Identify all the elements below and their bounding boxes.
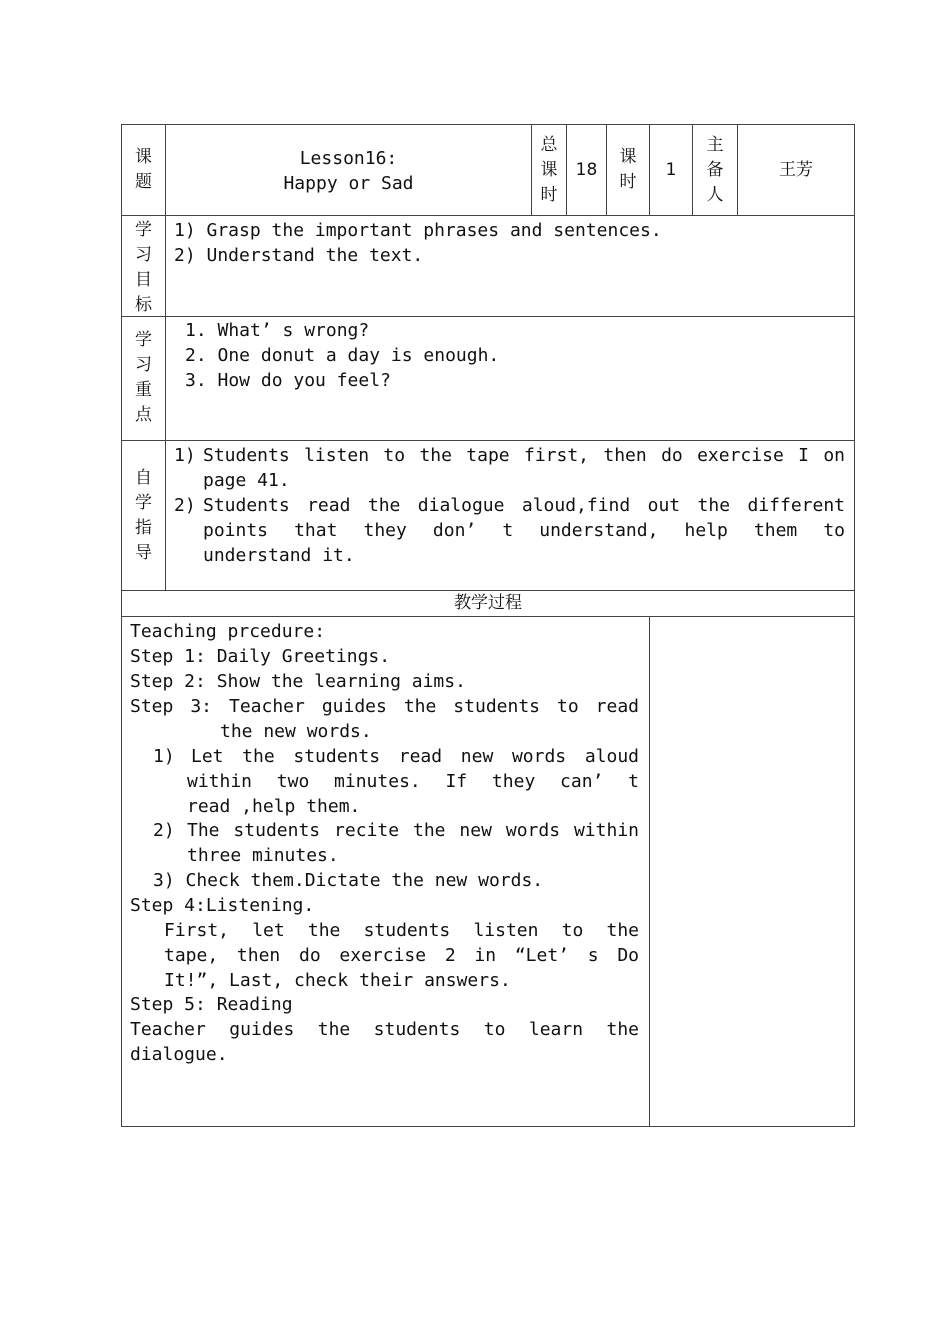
self-study-label: 自 学 指 导 xyxy=(135,468,152,563)
total-hours-label: 总 课 时 xyxy=(540,135,558,205)
key-points-label: 学 习 重 点 xyxy=(135,330,152,425)
process-line: the new words. xyxy=(220,721,372,742)
self-study-item-line: Students listen to the tape first, then do exercise I on xyxy=(203,445,845,466)
notes-column xyxy=(650,617,854,1126)
process-line: dialogue. xyxy=(130,1044,228,1065)
table-border-right xyxy=(854,124,855,1127)
process-line: First, let the students listen to the xyxy=(164,920,639,941)
substep-line: The students recite the new words within xyxy=(187,820,639,841)
self-study-item-line: understand it. xyxy=(203,545,355,566)
preparer-label: 主 备 人 xyxy=(706,135,724,205)
preparer-name: 王芳 xyxy=(779,160,813,180)
row-divider xyxy=(121,316,855,317)
key-point-item: 3. How do you feel? xyxy=(185,370,391,391)
process-line: Step 3: Teacher guides the students to read xyxy=(130,696,639,717)
objectives-label: 学 习 目 标 xyxy=(135,220,152,315)
lesson-subtitle: Happy or Sad xyxy=(283,173,414,194)
self-study-item-line: Students read the dialogue aloud,find out the different xyxy=(203,495,845,516)
process-line: Teaching prcedure: xyxy=(130,621,326,642)
substep-number: 2) xyxy=(153,820,175,841)
substep-line: 3) Check them.Dictate the new words. xyxy=(153,870,544,891)
process-line: Step 5: Reading xyxy=(130,994,293,1015)
key-point-item: 1. What’ s wrong? xyxy=(185,320,370,341)
table-border-top xyxy=(121,124,855,125)
row-divider xyxy=(121,215,855,216)
row-divider xyxy=(121,440,855,441)
process-line: Step 1: Daily Greetings. xyxy=(130,646,391,667)
lesson-title: Lesson16: xyxy=(299,148,398,169)
substep-line: Let the students read new words aloud xyxy=(191,746,639,767)
objective-item: 1) Grasp the important phrases and sentences. xyxy=(174,220,662,241)
table-border-bottom xyxy=(121,1126,855,1127)
substep-line: read ,help them. xyxy=(187,796,361,817)
objective-item: 2) Understand the text. xyxy=(174,245,424,266)
process-line: Teacher guides the students to learn the xyxy=(130,1019,639,1040)
substep-line: three minutes. xyxy=(187,845,339,866)
key-point-item: 2. One donut a day is enough. xyxy=(185,345,500,366)
process-line: It!”, Last, check their answers. xyxy=(164,970,511,991)
self-study-item-number: 2) xyxy=(174,495,196,516)
process-line: Step 2: Show the learning aims. xyxy=(130,671,466,692)
process-line: tape, then do exercise 2 in “Let’ s Do xyxy=(164,945,639,966)
self-study-item-number: 1) xyxy=(174,445,196,466)
topic-label: 课 题 xyxy=(135,147,152,192)
substep-line: within two minutes. If they can’ t xyxy=(187,771,639,792)
self-study-item-line: page 41. xyxy=(203,470,290,491)
teaching-process-heading: 教学过程 xyxy=(454,593,522,613)
substep-number: 1) xyxy=(153,746,175,767)
hours-value: 1 xyxy=(665,160,677,180)
process-line: Step 4:Listening. xyxy=(130,895,315,916)
self-study-item-line: points that they don’ t understand, help them to xyxy=(203,520,845,541)
total-hours-value: 18 xyxy=(575,160,598,180)
hours-label: 课 时 xyxy=(619,147,637,192)
